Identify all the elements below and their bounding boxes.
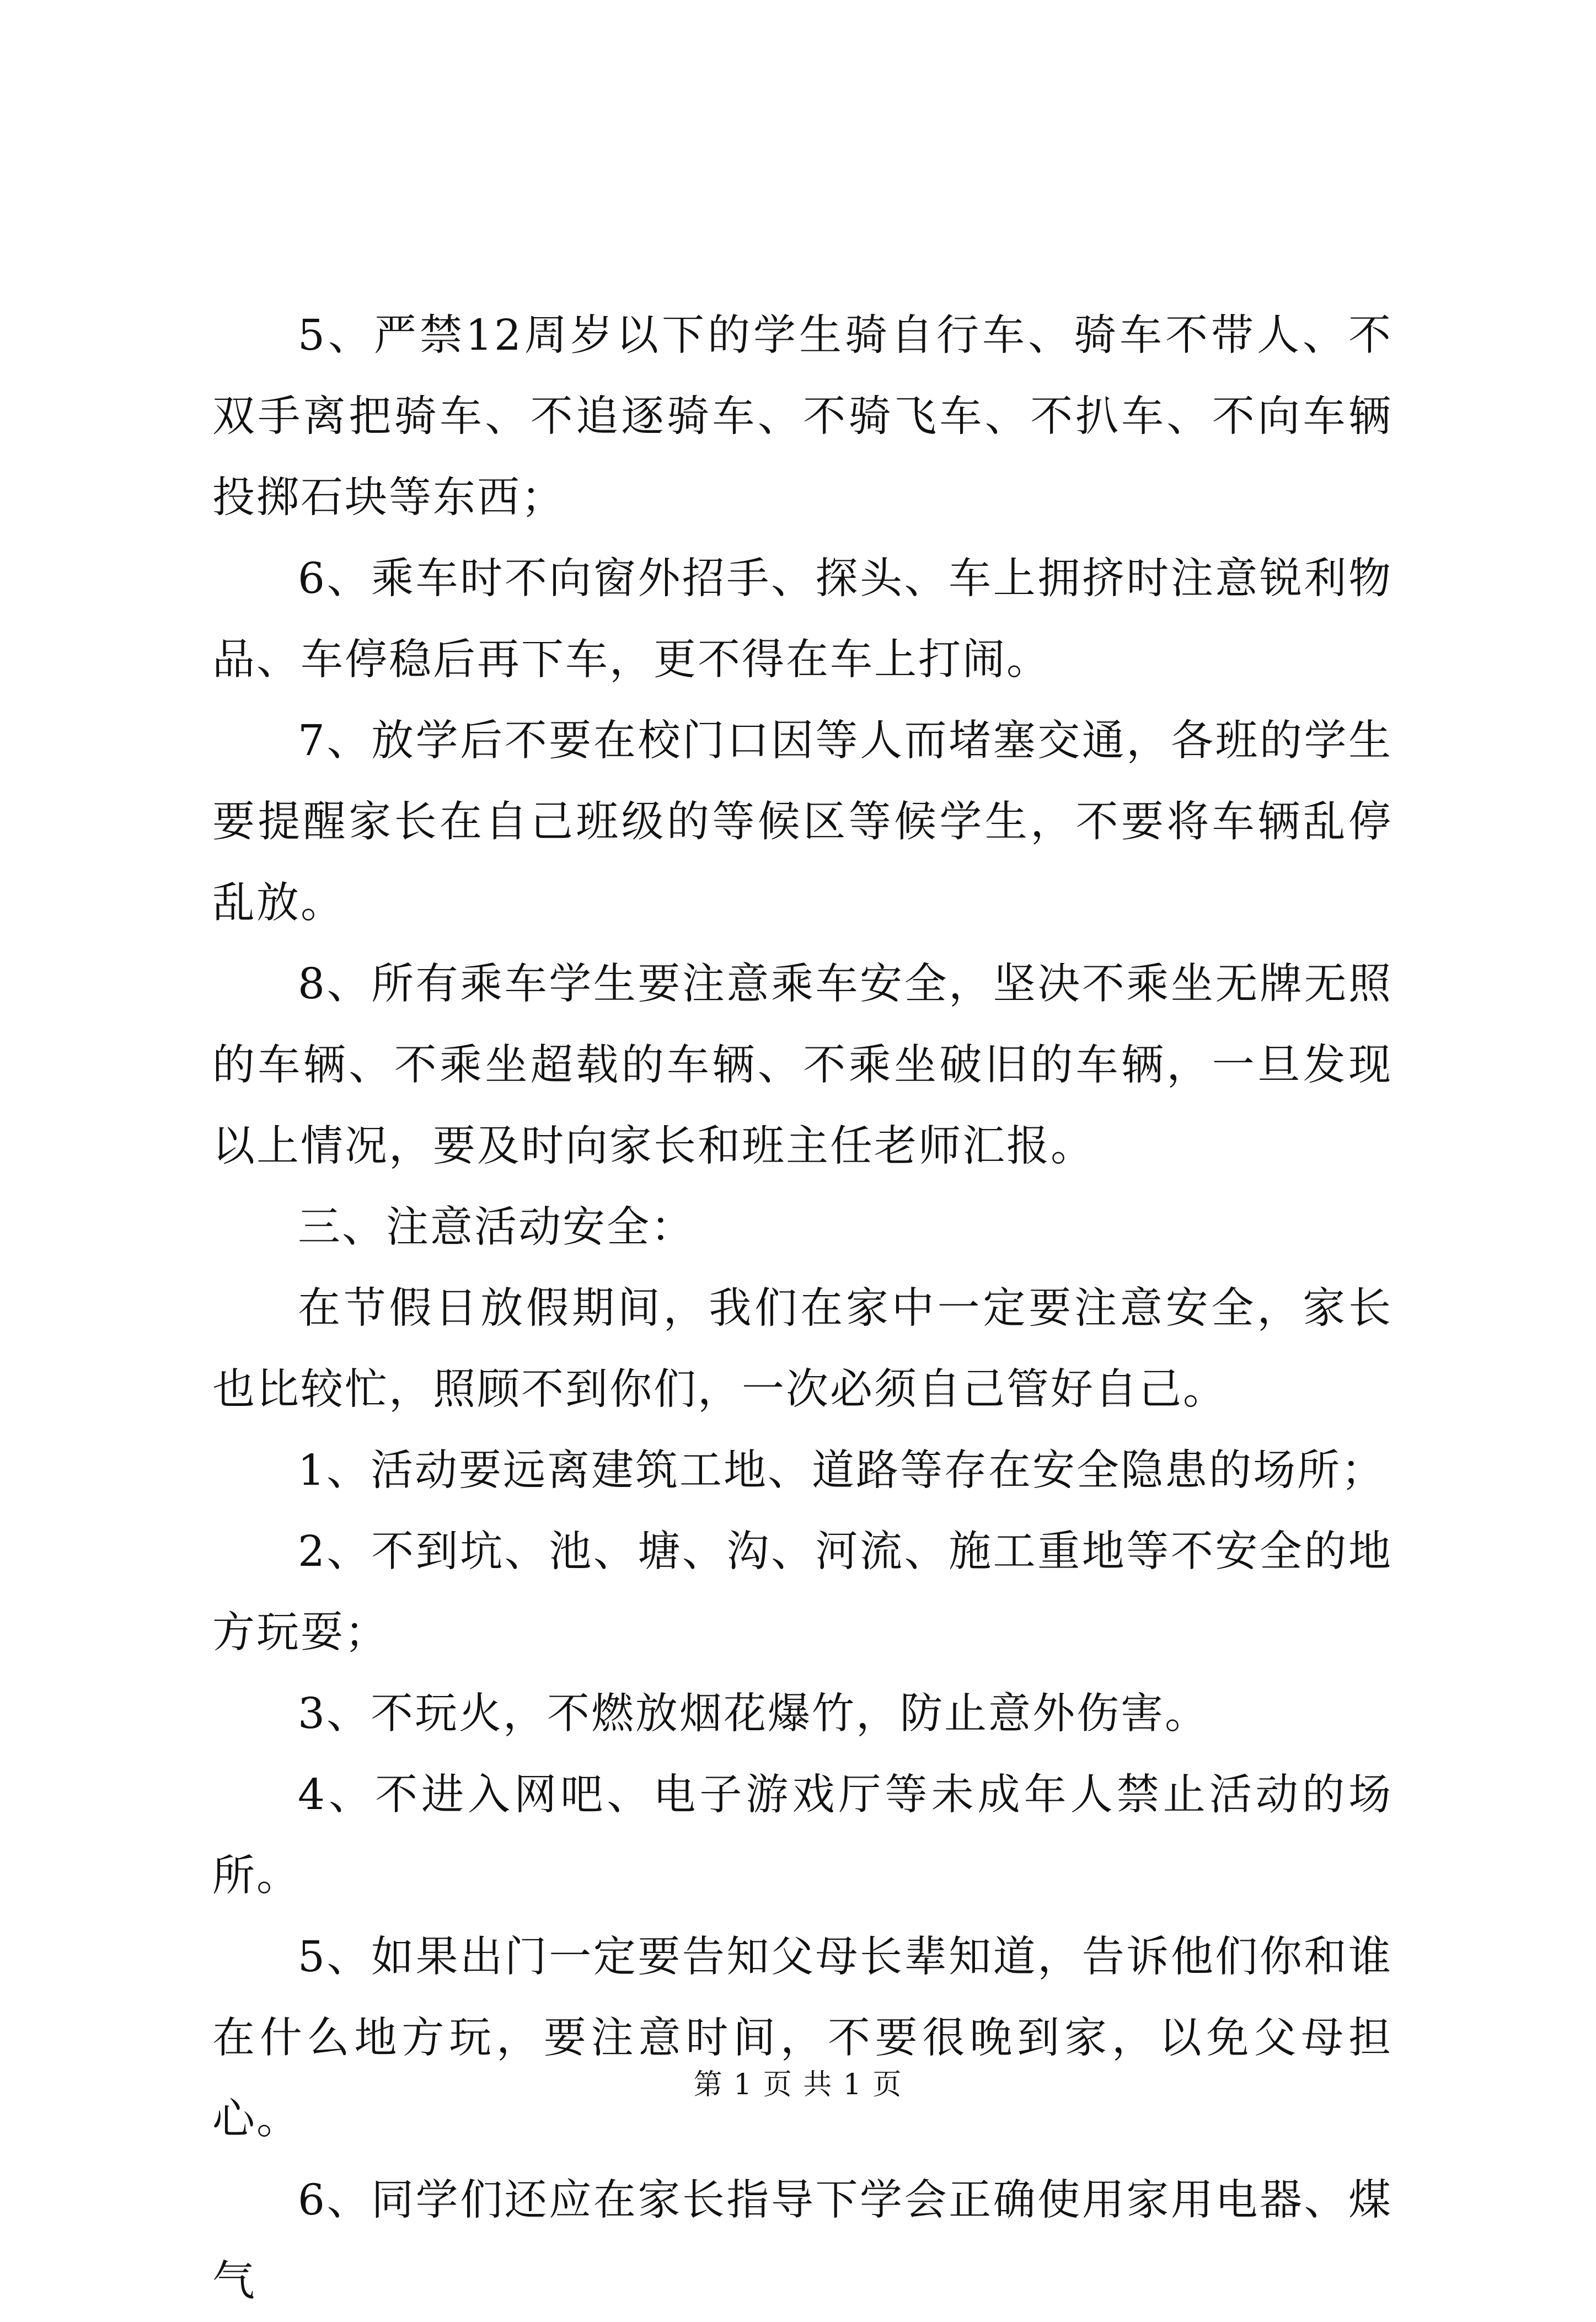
paragraph: 在节假日放假期间，我们在家中一定要注意安全，家长也比较忙，照顾不到你们，一次必须自己管好自己。	[212, 1284, 1393, 1414]
paragraph: 4、不进入网吧、电子游戏厅等未成年人禁止活动的场所。	[212, 1770, 1393, 1901]
section-heading: 三、注意活动安全：	[298, 1203, 695, 1252]
paragraph: 6、乘车时不向窗外招手、探头、车上拥挤时注意锐利物品、车停稳后再下车，更不得在车上打闹。	[212, 554, 1393, 684]
paragraph: 6、同学们还应在家长指导下学会正确使用家用电器、煤气	[212, 2176, 1393, 2306]
page-number-footer: 第 1 页 共 1 页	[693, 2068, 903, 2101]
paragraph: 3、不玩火，不燃放烟花爆竹，防止意外伤害。	[298, 1689, 1209, 1738]
paragraph: 5、严禁12周岁以下的学生骑自行车、骑车不带人、不双手离把骑车、不追逐骑车、不骑飞车、不扒车、不向车辆投掷石块等东西；	[212, 311, 1393, 522]
document-body	[212, 295, 1393, 2322]
paragraph: 5、如果出门一定要告知父母长辈知道，告诉他们你和谁在什么地方玩，要注意时间，不要很晚到家，以免父母担心。	[212, 1933, 1393, 2144]
paragraph: 2、不到坑、池、塘、沟、河流、施工重地等不安全的地方玩耍；	[212, 1527, 1393, 1657]
paragraph: 8、所有乘车学生要注意乘车安全，坚决不乘坐无牌无照的车辆、不乘坐超载的车辆、不乘坐破旧的车辆，一旦发现以上情况，要及时向家长和班主任老师汇报。	[212, 960, 1393, 1171]
paragraph: 7、放学后不要在校门口因等人而堵塞交通，各班的学生要提醒家长在自己班级的等候区等候学生，不要将车辆乱停乱放。	[212, 716, 1393, 928]
paragraph: 1、活动要远离建筑工地、道路等存在安全隐患的场所；	[298, 1446, 1385, 1495]
